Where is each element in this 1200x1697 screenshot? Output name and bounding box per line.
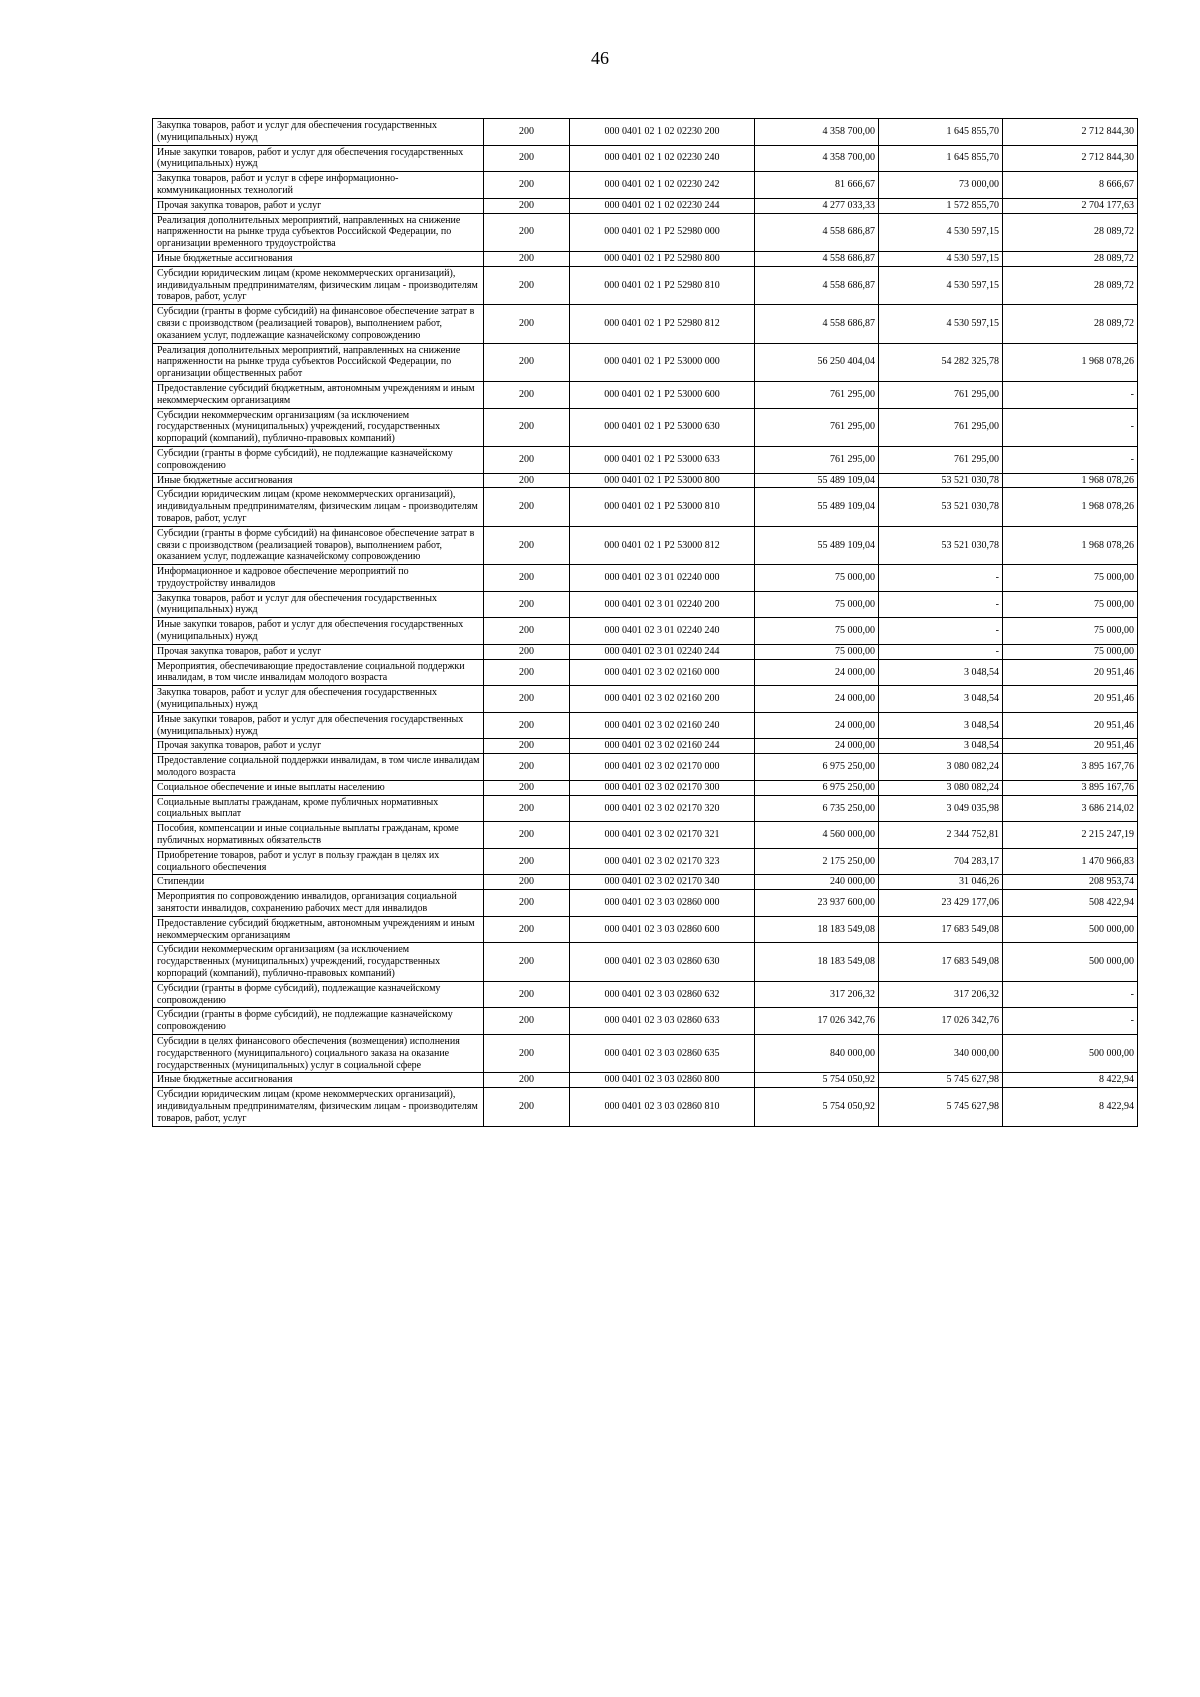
- row-approved-cell: 5 754 050,92: [755, 1088, 879, 1126]
- row-executed-cell: 317 206,32: [879, 981, 1003, 1008]
- table-row: [153, 712, 1138, 739]
- row-code-cell: 200: [484, 618, 570, 645]
- row-kbk-cell: 000 0401 02 3 02 02170 000: [570, 754, 755, 781]
- row-unexecuted-cell: 508 422,94: [1003, 890, 1138, 917]
- row-code-cell: 200: [484, 565, 570, 592]
- row-executed-cell: 17 683 549,08: [879, 943, 1003, 981]
- row-unexecuted-cell: 1 470 966,83: [1003, 848, 1138, 875]
- row-executed-cell: 23 429 177,06: [879, 890, 1003, 917]
- row-name-cell: Иные бюджетные ассигнования: [153, 251, 484, 266]
- row-name-cell: Мероприятия, обеспечивающие предоставление социальной поддержки инвалидам, в том числе инвалидам молодого возраста: [153, 659, 484, 686]
- row-kbk-cell: 000 0401 02 3 01 02240 240: [570, 618, 755, 645]
- row-executed-cell: 3 048,54: [879, 712, 1003, 739]
- row-kbk-cell: 000 0401 02 1 02 02230 200: [570, 119, 755, 146]
- row-approved-cell: 4 558 686,87: [755, 251, 879, 266]
- row-name-cell: Реализация дополнительных мероприятий, направленных на снижение напряженности на рынке труда субъектов Российской Федерации, по организации общественных работ: [153, 343, 484, 381]
- row-unexecuted-cell: 500 000,00: [1003, 1034, 1138, 1072]
- row-code-cell: 200: [484, 1073, 570, 1088]
- row-unexecuted-cell: 3 895 167,76: [1003, 780, 1138, 795]
- row-executed-cell: -: [879, 618, 1003, 645]
- row-approved-cell: 4 277 033,33: [755, 198, 879, 213]
- row-name-cell: Закупка товаров, работ и услуг в сфере информационно-коммуникационных технологий: [153, 172, 484, 199]
- row-name-cell: Мероприятия по сопровождению инвалидов, организация социальной занятости инвалидов, сохранению рабочих мест для инвалидов: [153, 890, 484, 917]
- row-executed-cell: 761 295,00: [879, 381, 1003, 408]
- table-row: [153, 686, 1138, 713]
- row-kbk-cell: 000 0401 02 1 P2 52980 812: [570, 305, 755, 343]
- row-name-cell: Социальное обеспечение и иные выплаты населению: [153, 780, 484, 795]
- row-kbk-cell: 000 0401 02 3 03 02860 632: [570, 981, 755, 1008]
- row-executed-cell: 53 521 030,78: [879, 473, 1003, 488]
- table-row: [153, 780, 1138, 795]
- row-name-cell: Субсидии некоммерческим организациям (за исключением государственных (муниципальных) учреждений, государственных корпораций (компаний), публично-правовых компаний): [153, 408, 484, 446]
- row-approved-cell: 75 000,00: [755, 565, 879, 592]
- table-row: [153, 848, 1138, 875]
- row-code-cell: 200: [484, 488, 570, 526]
- row-kbk-cell: 000 0401 02 3 02 02160 240: [570, 712, 755, 739]
- row-unexecuted-cell: 2 712 844,30: [1003, 119, 1138, 146]
- row-name-cell: Иные бюджетные ассигнования: [153, 473, 484, 488]
- row-code-cell: 200: [484, 754, 570, 781]
- table-row: [153, 795, 1138, 822]
- row-approved-cell: 24 000,00: [755, 659, 879, 686]
- table-row: [153, 618, 1138, 645]
- table-row: [153, 526, 1138, 564]
- row-unexecuted-cell: 75 000,00: [1003, 618, 1138, 645]
- row-unexecuted-cell: 75 000,00: [1003, 644, 1138, 659]
- table-row: [153, 198, 1138, 213]
- row-name-cell: Предоставление субсидий бюджетным, автономным учреждениям и иным некоммерческим организациям: [153, 381, 484, 408]
- row-code-cell: 200: [484, 145, 570, 172]
- row-kbk-cell: 000 0401 02 3 02 02160 000: [570, 659, 755, 686]
- row-kbk-cell: 000 0401 02 1 02 02230 242: [570, 172, 755, 199]
- table-row: [153, 754, 1138, 781]
- table-row: [153, 213, 1138, 251]
- row-executed-cell: 17 026 342,76: [879, 1008, 1003, 1035]
- table-row: [153, 659, 1138, 686]
- row-executed-cell: 17 683 549,08: [879, 916, 1003, 943]
- page-number: 46: [591, 48, 609, 68]
- row-approved-cell: 2 175 250,00: [755, 848, 879, 875]
- row-kbk-cell: 000 0401 02 3 02 02170 340: [570, 875, 755, 890]
- row-approved-cell: 18 183 549,08: [755, 916, 879, 943]
- row-unexecuted-cell: 1 968 078,26: [1003, 488, 1138, 526]
- row-code-cell: 200: [484, 644, 570, 659]
- row-unexecuted-cell: -: [1003, 408, 1138, 446]
- row-kbk-cell: 000 0401 02 3 03 02860 810: [570, 1088, 755, 1126]
- row-unexecuted-cell: 1 968 078,26: [1003, 343, 1138, 381]
- table-row: [153, 408, 1138, 446]
- row-unexecuted-cell: -: [1003, 1008, 1138, 1035]
- row-approved-cell: 6 975 250,00: [755, 754, 879, 781]
- row-name-cell: Иные закупки товаров, работ и услуг для обеспечения государственных (муниципальных) нужд: [153, 145, 484, 172]
- table-row: [153, 446, 1138, 473]
- row-executed-cell: 53 521 030,78: [879, 488, 1003, 526]
- table-row: [153, 381, 1138, 408]
- table-row: [153, 145, 1138, 172]
- row-approved-cell: 23 937 600,00: [755, 890, 879, 917]
- row-approved-cell: 55 489 109,04: [755, 488, 879, 526]
- row-kbk-cell: 000 0401 02 3 02 02170 320: [570, 795, 755, 822]
- row-approved-cell: 55 489 109,04: [755, 473, 879, 488]
- row-unexecuted-cell: 75 000,00: [1003, 565, 1138, 592]
- row-kbk-cell: 000 0401 02 3 03 02860 600: [570, 916, 755, 943]
- table-row: [153, 172, 1138, 199]
- row-executed-cell: 1 645 855,70: [879, 145, 1003, 172]
- row-name-cell: Иные закупки товаров, работ и услуг для обеспечения государственных (муниципальных) нужд: [153, 712, 484, 739]
- row-approved-cell: 24 000,00: [755, 686, 879, 713]
- row-executed-cell: 761 295,00: [879, 446, 1003, 473]
- row-name-cell: Реализация дополнительных мероприятий, направленных на снижение напряженности на рынке труда субъектов Российской Федерации, по организации временного трудоустройства: [153, 213, 484, 251]
- row-unexecuted-cell: 28 089,72: [1003, 266, 1138, 304]
- table-row: [153, 251, 1138, 266]
- row-executed-cell: 3 049 035,98: [879, 795, 1003, 822]
- row-executed-cell: 4 530 597,15: [879, 213, 1003, 251]
- row-executed-cell: 5 745 627,98: [879, 1088, 1003, 1126]
- row-name-cell: Стипендии: [153, 875, 484, 890]
- row-name-cell: Прочая закупка товаров, работ и услуг: [153, 739, 484, 754]
- row-executed-cell: 53 521 030,78: [879, 526, 1003, 564]
- row-code-cell: 200: [484, 343, 570, 381]
- row-name-cell: Иные бюджетные ассигнования: [153, 1073, 484, 1088]
- row-executed-cell: 73 000,00: [879, 172, 1003, 199]
- row-executed-cell: 5 745 627,98: [879, 1073, 1003, 1088]
- row-approved-cell: 18 183 549,08: [755, 943, 879, 981]
- row-unexecuted-cell: 3 686 214,02: [1003, 795, 1138, 822]
- row-unexecuted-cell: 208 953,74: [1003, 875, 1138, 890]
- row-executed-cell: 3 048,54: [879, 686, 1003, 713]
- table-row: [153, 1088, 1138, 1126]
- row-unexecuted-cell: -: [1003, 446, 1138, 473]
- row-approved-cell: 55 489 109,04: [755, 526, 879, 564]
- row-unexecuted-cell: 8 666,67: [1003, 172, 1138, 199]
- table-body: [153, 119, 1138, 1127]
- row-name-cell: Субсидии (гранты в форме субсидий) на финансовое обеспечение затрат в связи с производством (реализацией товаров), выполнением работ, оказанием услуг, подлежащие казначейскому сопровождению: [153, 305, 484, 343]
- table-row: [153, 981, 1138, 1008]
- row-kbk-cell: 000 0401 02 1 P2 52980 000: [570, 213, 755, 251]
- row-approved-cell: 4 358 700,00: [755, 145, 879, 172]
- row-unexecuted-cell: 2 704 177,63: [1003, 198, 1138, 213]
- row-executed-cell: 704 283,17: [879, 848, 1003, 875]
- row-approved-cell: 17 026 342,76: [755, 1008, 879, 1035]
- table-row: [153, 739, 1138, 754]
- row-code-cell: 200: [484, 822, 570, 849]
- row-executed-cell: 4 530 597,15: [879, 266, 1003, 304]
- row-name-cell: Субсидии (гранты в форме субсидий), подлежащие казначейскому сопровождению: [153, 981, 484, 1008]
- row-kbk-cell: 000 0401 02 3 01 02240 244: [570, 644, 755, 659]
- row-name-cell: Субсидии юридическим лицам (кроме некоммерческих организаций), индивидуальным предпринимателям, физическим лицам - производителям товаров, работ, услуг: [153, 1088, 484, 1126]
- row-executed-cell: -: [879, 591, 1003, 618]
- table-row: [153, 644, 1138, 659]
- row-executed-cell: 4 530 597,15: [879, 305, 1003, 343]
- row-kbk-cell: 000 0401 02 1 02 02230 244: [570, 198, 755, 213]
- row-unexecuted-cell: 3 895 167,76: [1003, 754, 1138, 781]
- table-row: [153, 1034, 1138, 1072]
- row-kbk-cell: 000 0401 02 3 02 02160 244: [570, 739, 755, 754]
- table-row: [153, 488, 1138, 526]
- row-code-cell: 200: [484, 381, 570, 408]
- row-unexecuted-cell: 20 951,46: [1003, 659, 1138, 686]
- row-approved-cell: 761 295,00: [755, 408, 879, 446]
- row-unexecuted-cell: 1 968 078,26: [1003, 473, 1138, 488]
- row-name-cell: Закупка товаров, работ и услуг для обеспечения государственных (муниципальных) нужд: [153, 591, 484, 618]
- row-approved-cell: 75 000,00: [755, 591, 879, 618]
- table-row: [153, 943, 1138, 981]
- row-kbk-cell: 000 0401 02 3 01 02240 200: [570, 591, 755, 618]
- row-name-cell: Прочая закупка товаров, работ и услуг: [153, 644, 484, 659]
- row-code-cell: 200: [484, 1008, 570, 1035]
- row-executed-cell: 3 048,54: [879, 659, 1003, 686]
- row-name-cell: Субсидии в целях финансового обеспечения (возмещения) исполнения государственного (муниципального) социального заказа на оказание государственных (муниципальных) услуг в социальной сфере: [153, 1034, 484, 1072]
- row-name-cell: Приобретение товаров, работ и услуг в пользу граждан в целях их социального обеспечения: [153, 848, 484, 875]
- row-kbk-cell: 000 0401 02 1 P2 52980 810: [570, 266, 755, 304]
- table-row: [153, 565, 1138, 592]
- row-code-cell: 200: [484, 526, 570, 564]
- row-unexecuted-cell: 20 951,46: [1003, 739, 1138, 754]
- row-code-cell: 200: [484, 890, 570, 917]
- row-unexecuted-cell: 28 089,72: [1003, 305, 1138, 343]
- row-unexecuted-cell: 8 422,94: [1003, 1088, 1138, 1126]
- row-code-cell: 200: [484, 251, 570, 266]
- row-code-cell: 200: [484, 473, 570, 488]
- table-row: [153, 890, 1138, 917]
- row-name-cell: Субсидии некоммерческим организациям (за исключением государственных (муниципальных) учреждений, государственных корпораций (компаний), публично-правовых компаний): [153, 943, 484, 981]
- row-code-cell: 200: [484, 739, 570, 754]
- row-approved-cell: 840 000,00: [755, 1034, 879, 1072]
- row-executed-cell: 1 572 855,70: [879, 198, 1003, 213]
- row-name-cell: Субсидии (гранты в форме субсидий) на финансовое обеспечение затрат в связи с производством (реализацией товаров), выполнением работ, оказанием услуг, подлежащие казначейскому сопровождению: [153, 526, 484, 564]
- row-unexecuted-cell: 500 000,00: [1003, 943, 1138, 981]
- row-code-cell: 200: [484, 119, 570, 146]
- row-code-cell: 200: [484, 1088, 570, 1126]
- table-row: [153, 1073, 1138, 1088]
- table-row: [153, 473, 1138, 488]
- row-unexecuted-cell: 28 089,72: [1003, 251, 1138, 266]
- row-approved-cell: 6 975 250,00: [755, 780, 879, 795]
- row-kbk-cell: 000 0401 02 1 P2 53000 633: [570, 446, 755, 473]
- row-executed-cell: 1 645 855,70: [879, 119, 1003, 146]
- row-name-cell: Закупка товаров, работ и услуг для обеспечения государственных (муниципальных) нужд: [153, 119, 484, 146]
- row-unexecuted-cell: 75 000,00: [1003, 591, 1138, 618]
- row-kbk-cell: 000 0401 02 3 03 02860 800: [570, 1073, 755, 1088]
- row-name-cell: Закупка товаров, работ и услуг для обеспечения государственных (муниципальных) нужд: [153, 686, 484, 713]
- row-kbk-cell: 000 0401 02 3 03 02860 630: [570, 943, 755, 981]
- row-kbk-cell: 000 0401 02 3 03 02860 000: [570, 890, 755, 917]
- row-approved-cell: 56 250 404,04: [755, 343, 879, 381]
- row-code-cell: 200: [484, 198, 570, 213]
- row-kbk-cell: 000 0401 02 1 P2 53000 800: [570, 473, 755, 488]
- row-approved-cell: 75 000,00: [755, 644, 879, 659]
- row-unexecuted-cell: 20 951,46: [1003, 712, 1138, 739]
- row-executed-cell: 340 000,00: [879, 1034, 1003, 1072]
- row-executed-cell: 4 530 597,15: [879, 251, 1003, 266]
- row-executed-cell: 2 344 752,81: [879, 822, 1003, 849]
- row-approved-cell: 761 295,00: [755, 381, 879, 408]
- row-code-cell: 200: [484, 780, 570, 795]
- row-approved-cell: 75 000,00: [755, 618, 879, 645]
- table-row: [153, 119, 1138, 146]
- row-name-cell: Предоставление социальной поддержки инвалидам, в том числе инвалидам молодого возраста: [153, 754, 484, 781]
- table-row: [153, 591, 1138, 618]
- row-approved-cell: 240 000,00: [755, 875, 879, 890]
- row-code-cell: 200: [484, 408, 570, 446]
- row-executed-cell: 3 080 082,24: [879, 754, 1003, 781]
- row-name-cell: Субсидии (гранты в форме субсидий), не подлежащие казначейскому сопровождению: [153, 1008, 484, 1035]
- row-kbk-cell: 000 0401 02 1 02 02230 240: [570, 145, 755, 172]
- table-row: [153, 1008, 1138, 1035]
- row-approved-cell: 6 735 250,00: [755, 795, 879, 822]
- row-unexecuted-cell: 20 951,46: [1003, 686, 1138, 713]
- row-executed-cell: 3 048,54: [879, 739, 1003, 754]
- row-code-cell: 200: [484, 1034, 570, 1072]
- row-code-cell: 200: [484, 686, 570, 713]
- row-kbk-cell: 000 0401 02 1 P2 53000 000: [570, 343, 755, 381]
- table-row: [153, 266, 1138, 304]
- table-row: [153, 875, 1138, 890]
- row-executed-cell: 54 282 325,78: [879, 343, 1003, 381]
- row-executed-cell: 761 295,00: [879, 408, 1003, 446]
- row-code-cell: 200: [484, 981, 570, 1008]
- row-code-cell: 200: [484, 875, 570, 890]
- row-name-cell: Субсидии (гранты в форме субсидий), не подлежащие казначейскому сопровождению: [153, 446, 484, 473]
- row-code-cell: 200: [484, 172, 570, 199]
- table-row: [153, 305, 1138, 343]
- row-code-cell: 200: [484, 943, 570, 981]
- row-code-cell: 200: [484, 712, 570, 739]
- row-name-cell: Пособия, компенсации и иные социальные выплаты гражданам, кроме публичных нормативных обязательств: [153, 822, 484, 849]
- row-unexecuted-cell: 8 422,94: [1003, 1073, 1138, 1088]
- row-executed-cell: 3 080 082,24: [879, 780, 1003, 795]
- row-code-cell: 200: [484, 659, 570, 686]
- row-kbk-cell: 000 0401 02 3 03 02860 635: [570, 1034, 755, 1072]
- row-name-cell: Прочая закупка товаров, работ и услуг: [153, 198, 484, 213]
- row-unexecuted-cell: -: [1003, 981, 1138, 1008]
- row-kbk-cell: 000 0401 02 1 P2 53000 630: [570, 408, 755, 446]
- row-kbk-cell: 000 0401 02 3 01 02240 000: [570, 565, 755, 592]
- row-approved-cell: 5 754 050,92: [755, 1073, 879, 1088]
- row-executed-cell: 31 046,26: [879, 875, 1003, 890]
- row-approved-cell: 24 000,00: [755, 712, 879, 739]
- row-name-cell: Предоставление субсидий бюджетным, автономным учреждениям и иным некоммерческим организациям: [153, 916, 484, 943]
- row-approved-cell: 761 295,00: [755, 446, 879, 473]
- budget-execution-table: [152, 118, 1138, 1127]
- table-row: [153, 343, 1138, 381]
- row-approved-cell: 4 558 686,87: [755, 213, 879, 251]
- row-approved-cell: 4 558 686,87: [755, 266, 879, 304]
- row-code-cell: 200: [484, 591, 570, 618]
- row-approved-cell: 81 666,67: [755, 172, 879, 199]
- row-kbk-cell: 000 0401 02 1 P2 53000 600: [570, 381, 755, 408]
- row-unexecuted-cell: 1 968 078,26: [1003, 526, 1138, 564]
- table-row: [153, 916, 1138, 943]
- row-kbk-cell: 000 0401 02 3 02 02160 200: [570, 686, 755, 713]
- row-name-cell: Субсидии юридическим лицам (кроме некоммерческих организаций), индивидуальным предпринимателям, физическим лицам - производителям товаров, работ, услуг: [153, 488, 484, 526]
- row-approved-cell: 317 206,32: [755, 981, 879, 1008]
- row-kbk-cell: 000 0401 02 3 03 02860 633: [570, 1008, 755, 1035]
- row-executed-cell: -: [879, 565, 1003, 592]
- table-row: [153, 822, 1138, 849]
- row-kbk-cell: 000 0401 02 1 P2 53000 810: [570, 488, 755, 526]
- row-code-cell: 200: [484, 266, 570, 304]
- row-name-cell: Социальные выплаты гражданам, кроме публичных нормативных социальных выплат: [153, 795, 484, 822]
- row-unexecuted-cell: 500 000,00: [1003, 916, 1138, 943]
- row-kbk-cell: 000 0401 02 1 P2 53000 812: [570, 526, 755, 564]
- row-name-cell: Информационное и кадровое обеспечение мероприятий по трудоустройству инвалидов: [153, 565, 484, 592]
- row-code-cell: 200: [484, 446, 570, 473]
- row-code-cell: 200: [484, 213, 570, 251]
- row-executed-cell: -: [879, 644, 1003, 659]
- row-kbk-cell: 000 0401 02 3 02 02170 323: [570, 848, 755, 875]
- row-name-cell: Субсидии юридическим лицам (кроме некоммерческих организаций), индивидуальным предпринимателям, физическим лицам - производителям товаров, работ, услуг: [153, 266, 484, 304]
- row-code-cell: 200: [484, 848, 570, 875]
- row-name-cell: Иные закупки товаров, работ и услуг для обеспечения государственных (муниципальных) нужд: [153, 618, 484, 645]
- row-kbk-cell: 000 0401 02 1 P2 52980 800: [570, 251, 755, 266]
- row-unexecuted-cell: 2 215 247,19: [1003, 822, 1138, 849]
- row-approved-cell: 24 000,00: [755, 739, 879, 754]
- row-unexecuted-cell: 2 712 844,30: [1003, 145, 1138, 172]
- row-approved-cell: 4 358 700,00: [755, 119, 879, 146]
- row-kbk-cell: 000 0401 02 3 02 02170 321: [570, 822, 755, 849]
- row-code-cell: 200: [484, 305, 570, 343]
- row-approved-cell: 4 558 686,87: [755, 305, 879, 343]
- row-unexecuted-cell: 28 089,72: [1003, 213, 1138, 251]
- row-unexecuted-cell: -: [1003, 381, 1138, 408]
- row-code-cell: 200: [484, 795, 570, 822]
- row-approved-cell: 4 560 000,00: [755, 822, 879, 849]
- row-code-cell: 200: [484, 916, 570, 943]
- row-kbk-cell: 000 0401 02 3 02 02170 300: [570, 780, 755, 795]
